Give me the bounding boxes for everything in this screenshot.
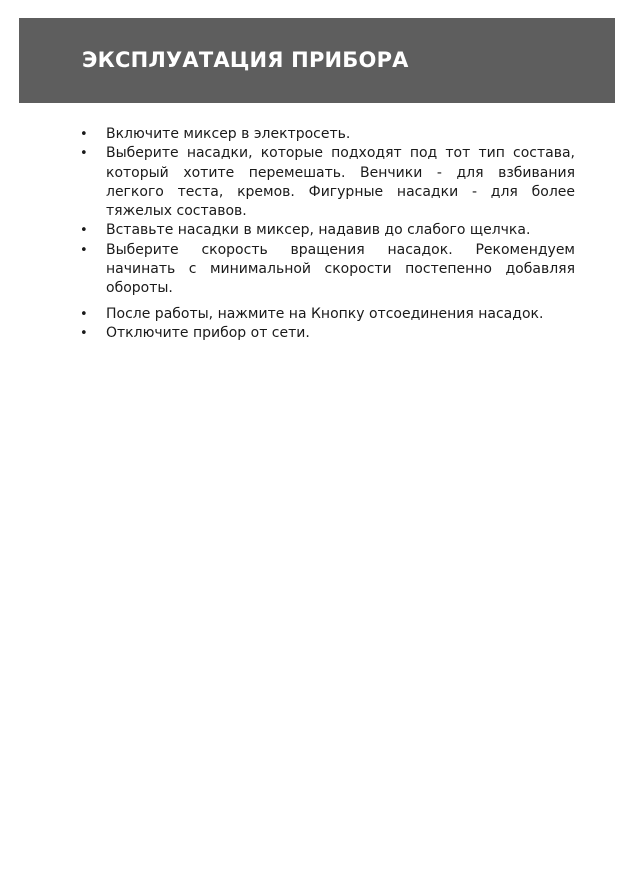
instruction-text: Выберите насадки, которые подходят под тот тип состава, который хотите перемешать. Венчики - для взбивания легкого теста, кремов. Фигурные насадки - для более тяжелых составов. (106, 145, 575, 220)
instruction-text: Включите миксер в электросеть. (106, 126, 351, 142)
list-item (78, 125, 575, 144)
bullet-icon: • (80, 127, 88, 142)
bullet-icon: • (80, 306, 88, 322)
bullet-icon: • (80, 325, 88, 341)
section-title: ЭКСПЛУАТАЦИЯ ПРИБОРА (82, 48, 409, 72)
bullet-icon: • (80, 223, 88, 239)
list-item (78, 324, 575, 343)
section-header (19, 18, 615, 103)
instruction-text: Отключите прибор от сети. (106, 324, 310, 341)
list-item (78, 144, 575, 221)
list-item (78, 241, 575, 299)
instruction-text: После работы, нажмите на Кнопку отсоединения насадок. (106, 305, 544, 322)
instruction-text: Выберите скорость вращения насадок. Рекомендуем начинать с минимальной скорости постепенно добавляя обороты. (106, 241, 575, 297)
instruction-text: Вставьте насадки в миксер, надавив до слабого щелчка. (106, 222, 531, 239)
bullet-icon: • (80, 146, 88, 162)
list-item (78, 221, 575, 240)
instruction-list (78, 125, 575, 343)
bullet-icon: • (80, 242, 88, 258)
list-item (78, 305, 575, 324)
